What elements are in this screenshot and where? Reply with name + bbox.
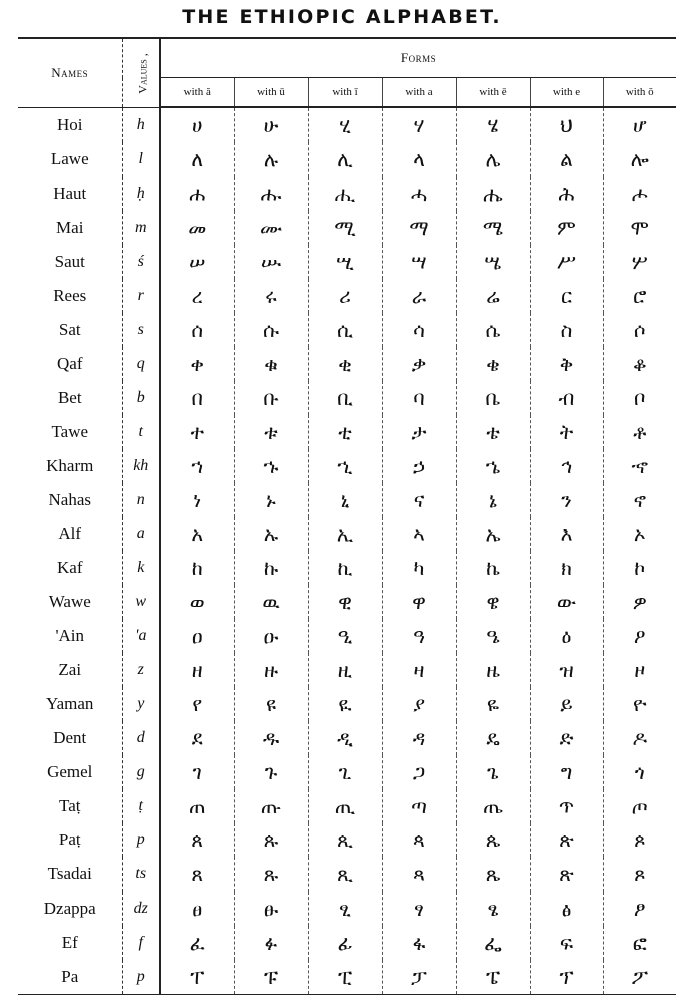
letter-form: ሆ	[632, 113, 647, 138]
letter-form: ሂ	[308, 107, 382, 142]
letter-value: d	[122, 721, 160, 755]
letter-value: ts	[122, 857, 160, 891]
letter-form: መ	[160, 211, 234, 245]
letter-form: ፔ	[456, 960, 530, 995]
letter-form: ሜ	[456, 211, 530, 245]
letter-form: ዎ	[632, 590, 647, 615]
letter-form: ዝ	[530, 653, 603, 687]
letter-value: l	[122, 142, 160, 176]
letter-form: ጵ	[530, 823, 603, 857]
letter-form: ኅ	[530, 449, 603, 483]
letter-form: ሑ	[234, 177, 308, 211]
letter-form: ዒ	[308, 619, 382, 653]
letter-value: kh	[122, 449, 160, 483]
letter-name: Saut	[18, 245, 122, 279]
letter-form: ቤ	[456, 381, 530, 415]
letter-form: ኪ	[308, 551, 382, 585]
letter-row	[18, 926, 676, 960]
letter-form: ጴ	[456, 823, 530, 857]
letter-form: ኩ	[234, 551, 308, 585]
letter-form: ሊ	[308, 142, 382, 176]
letter-row	[18, 653, 676, 687]
letter-form: ጡ	[234, 789, 308, 823]
letter-form: ፂ	[308, 892, 382, 926]
alphabet-rows	[18, 107, 676, 995]
letter-name: Wawe	[18, 585, 122, 619]
letter-form: ፒ	[308, 960, 382, 995]
letter-form: ጥ	[530, 789, 603, 823]
letter-form: ማ	[382, 211, 456, 245]
letter-name: Paṭ	[18, 823, 122, 857]
letter-form: ፈ	[160, 926, 234, 960]
letter-form: ኆ	[631, 453, 649, 478]
letter-form: ቢ	[308, 381, 382, 415]
letter-form: ጦ	[631, 794, 648, 819]
letter-form: ቅ	[530, 347, 603, 381]
letter-form: ዞ	[634, 658, 646, 683]
letter-form: ሀ	[160, 107, 234, 142]
letter-name: Tsadai	[18, 857, 122, 891]
letter-form: ዉ	[234, 585, 308, 619]
letter-row	[18, 177, 676, 211]
letter-form: ጉ	[234, 755, 308, 789]
letter-form: ጱ	[234, 823, 308, 857]
letter-form: ባ	[382, 381, 456, 415]
letter-form: ዶ	[632, 726, 648, 751]
letter-form: ኣ	[382, 517, 456, 551]
letter-value: a	[122, 517, 160, 551]
letter-form: ኔ	[456, 483, 530, 517]
letter-form: ሓ	[382, 177, 456, 211]
letter-form: ዋ	[382, 585, 456, 619]
letter-name: Bet	[18, 381, 122, 415]
form-column-header: with a	[382, 78, 456, 108]
letter-form: ነ	[160, 483, 234, 517]
letter-form: ቆ	[632, 351, 647, 376]
letter-form: ግ	[530, 755, 603, 789]
letter-form: ጻ	[382, 857, 456, 891]
letter-form: ተ	[160, 415, 234, 449]
letter-row	[18, 107, 676, 142]
letter-form: ዩ	[234, 687, 308, 721]
letter-name: Tawe	[18, 415, 122, 449]
letter-form: ቁ	[234, 347, 308, 381]
letter-form: ቂ	[308, 347, 382, 381]
letter-form: ዲ	[308, 721, 382, 755]
letter-form: ገ	[160, 755, 234, 789]
values-header-label: Values ,	[135, 53, 150, 94]
names-header: Names	[18, 38, 122, 107]
letter-form: በ	[160, 381, 234, 415]
letter-form: ጎ	[634, 760, 645, 785]
letter-form: ፑ	[234, 960, 308, 995]
letter-row	[18, 823, 676, 857]
letter-row	[18, 483, 676, 517]
letter-form: ቡ	[234, 381, 308, 415]
letter-form: ሙ	[234, 211, 308, 245]
letter-form: ኂ	[308, 449, 382, 483]
letter-name: Taṭ	[18, 789, 122, 823]
letter-name: Qaf	[18, 347, 122, 381]
letter-form: ዜ	[456, 653, 530, 687]
letter-form: ፍ	[530, 926, 603, 960]
letter-form: ቄ	[456, 347, 530, 381]
letter-form: ጢ	[308, 789, 382, 823]
form-column-header: with ŏ	[603, 78, 676, 108]
letter-form: ሣ	[382, 245, 456, 279]
letter-form: ሢ	[308, 245, 382, 279]
letter-form: ም	[530, 211, 603, 245]
letter-form: ከ	[160, 551, 234, 585]
letter-form: ው	[530, 585, 603, 619]
letter-form: ፊ	[308, 926, 382, 960]
letter-form: ቱ	[234, 415, 308, 449]
letter-form: ዓ	[382, 619, 456, 653]
letter-form: ኢ	[308, 517, 382, 551]
letter-form: ክ	[530, 551, 603, 585]
page-title: THE ETHIOPIC ALPHABET.	[182, 6, 502, 28]
letter-value: h	[122, 107, 160, 142]
letter-form: ሬ	[456, 279, 530, 313]
letter-form: ዊ	[308, 585, 382, 619]
letter-form: ፄ	[456, 892, 530, 926]
letter-value: w	[122, 585, 160, 619]
letter-form: ፓ	[382, 960, 456, 995]
letter-value: n	[122, 483, 160, 517]
letter-form: ፋ	[382, 926, 456, 960]
letter-row	[18, 245, 676, 279]
letter-form: ኃ	[382, 449, 456, 483]
letter-form: ሱ	[234, 313, 308, 347]
letter-form: ፁ	[234, 892, 308, 926]
letter-form: ኄ	[456, 449, 530, 483]
letter-row	[18, 585, 676, 619]
letter-form: ሳ	[382, 313, 456, 347]
letter-row	[18, 789, 676, 823]
letter-form: ሖ	[631, 181, 648, 206]
letter-value: dz	[122, 892, 160, 926]
letter-name: 'Ain	[18, 619, 122, 653]
letter-form: ዑ	[234, 619, 308, 653]
letter-form: ጸ	[160, 857, 234, 891]
letter-form: ዴ	[456, 721, 530, 755]
form-column-header: with ē	[456, 78, 530, 108]
letter-row	[18, 313, 676, 347]
letter-name: Haut	[18, 177, 122, 211]
letter-form: ጊ	[308, 755, 382, 789]
letter-value: m	[122, 211, 160, 245]
letter-form: ሤ	[456, 245, 530, 279]
letter-form: ጰ	[160, 823, 234, 857]
letter-form: ኤ	[456, 517, 530, 551]
letter-form: ጲ	[308, 823, 382, 857]
letter-form: ዬ	[456, 687, 530, 721]
letter-form: ኬ	[456, 551, 530, 585]
letter-name: Kharm	[18, 449, 122, 483]
letter-row	[18, 687, 676, 721]
letter-form: ስ	[530, 313, 603, 347]
letter-name: Zai	[18, 653, 122, 687]
letter-form: የ	[160, 687, 234, 721]
letter-value: ḥ	[122, 177, 160, 211]
letter-row	[18, 960, 676, 995]
letter-value: ṭ	[122, 789, 160, 823]
letter-form: ፐ	[160, 960, 234, 995]
letter-form: ኑ	[234, 483, 308, 517]
letter-form: ሕ	[530, 177, 603, 211]
letter-form: ወ	[160, 585, 234, 619]
letter-form: ዚ	[308, 653, 382, 687]
alphabet-table	[18, 37, 676, 995]
letter-form: ቴ	[456, 415, 530, 449]
letter-form: ፎ	[632, 930, 647, 955]
letter-row	[18, 142, 676, 176]
letter-form: ሲ	[308, 313, 382, 347]
letter-name: Lawe	[18, 142, 122, 176]
form-column-header: with e	[530, 78, 603, 108]
letter-form: ላ	[382, 142, 456, 176]
letter-value: p	[122, 960, 160, 995]
letter-row	[18, 755, 676, 789]
letter-form: ሁ	[234, 107, 308, 142]
letter-form: ጠ	[160, 789, 234, 823]
letter-form: ሔ	[456, 177, 530, 211]
letter-form: ሞ	[630, 215, 649, 240]
letter-form: ፅ	[530, 892, 603, 926]
letter-form: ዳ	[382, 721, 456, 755]
letter-name: Gemel	[18, 755, 122, 789]
letter-form: ዛ	[382, 653, 456, 687]
letter-form: ያ	[382, 687, 456, 721]
letter-value: k	[122, 551, 160, 585]
letter-form: ጽ	[530, 857, 603, 891]
letter-name: Hoi	[18, 107, 122, 142]
letter-name: Dzappa	[18, 892, 122, 926]
form-column-header: with ū	[234, 78, 308, 108]
letter-form: ዕ	[530, 619, 603, 653]
letter-form: ፃ	[382, 892, 456, 926]
letter-value: 'a	[122, 619, 160, 653]
letter-form: ሐ	[160, 177, 234, 211]
letter-row	[18, 449, 676, 483]
letter-value: z	[122, 653, 160, 687]
letter-value: s	[122, 313, 160, 347]
letter-name: Pa	[18, 960, 122, 995]
letter-form: ህ	[530, 107, 603, 142]
letter-value: r	[122, 279, 160, 313]
letter-row	[18, 857, 676, 891]
letter-value: ś	[122, 245, 160, 279]
letter-form: እ	[530, 517, 603, 551]
letter-form: ኒ	[308, 483, 382, 517]
letter-form: ቶ	[633, 419, 647, 444]
letter-form: ፉ	[234, 926, 308, 960]
letter-form: ዖ	[633, 624, 646, 649]
letter-form: ጶ	[634, 828, 646, 853]
letter-name: Ef	[18, 926, 122, 960]
letter-form: ሡ	[234, 245, 308, 279]
letter-row	[18, 721, 676, 755]
letter-form: ጋ	[382, 755, 456, 789]
letter-form: ሥ	[530, 245, 603, 279]
forms-header: Forms	[160, 38, 676, 78]
letter-name: Nahas	[18, 483, 122, 517]
letter-form: ጌ	[456, 755, 530, 789]
letter-form: ኁ	[234, 449, 308, 483]
letter-form: ኡ	[234, 517, 308, 551]
letter-form: ሉ	[234, 142, 308, 176]
letter-form: ሪ	[308, 279, 382, 313]
letter-row	[18, 551, 676, 585]
letter-form: ኖ	[633, 487, 646, 512]
letter-form: ኮ	[634, 556, 646, 581]
letter-form: ኀ	[160, 449, 234, 483]
letter-form: ዘ	[160, 653, 234, 687]
letter-form: ጼ	[456, 857, 530, 891]
letter-form: ሰ	[160, 313, 234, 347]
letter-form: ጹ	[234, 857, 308, 891]
letter-form: ቦ	[634, 385, 646, 410]
letter-form: ሃ	[382, 107, 456, 142]
letter-form: ካ	[382, 551, 456, 585]
header-row	[18, 38, 676, 78]
letter-row	[18, 892, 676, 926]
letter-form: ጣ	[382, 789, 456, 823]
letter-form: ን	[530, 483, 603, 517]
letter-form: ዙ	[234, 653, 308, 687]
letter-row	[18, 347, 676, 381]
letter-form: ሄ	[456, 107, 530, 142]
letter-form: ቃ	[382, 347, 456, 381]
letter-row	[18, 415, 676, 449]
letter-form: ሦ	[631, 249, 648, 274]
letter-name: Yaman	[18, 687, 122, 721]
letter-form: ሎ	[630, 147, 649, 172]
letter-form: ብ	[530, 381, 603, 415]
letter-name: Sat	[18, 313, 122, 347]
values-header	[122, 38, 160, 107]
letter-form: ኦ	[633, 522, 646, 546]
letter-form: ሒ	[308, 177, 382, 211]
letter-row	[18, 619, 676, 653]
form-column-header: with ī	[308, 78, 382, 108]
letter-form: ዱ	[234, 721, 308, 755]
letter-value: p	[122, 823, 160, 857]
letter-form: ለ	[160, 142, 234, 176]
letter-row	[18, 517, 676, 551]
letter-name: Dent	[18, 721, 122, 755]
letter-form: ዔ	[456, 619, 530, 653]
letter-form: ል	[530, 142, 603, 176]
letter-form: ዌ	[456, 585, 530, 619]
letter-form: ዪ	[308, 687, 382, 721]
letter-form: ሚ	[308, 211, 382, 245]
letter-value: t	[122, 415, 160, 449]
letter-form: ይ	[530, 687, 603, 721]
letter-form: ሮ	[633, 283, 647, 308]
letter-row	[18, 279, 676, 313]
letter-form: ቲ	[308, 415, 382, 449]
letter-row	[18, 211, 676, 245]
letter-form: ፀ	[160, 892, 234, 926]
letter-form: ሠ	[160, 245, 234, 279]
letter-form: ር	[530, 279, 603, 313]
letter-form: አ	[160, 517, 234, 551]
letter-form: ጾ	[634, 862, 646, 887]
letter-form: ራ	[382, 279, 456, 313]
letter-value: y	[122, 687, 160, 721]
letter-value: g	[122, 755, 160, 789]
form-column-header: with ă	[160, 78, 234, 108]
letter-name: Rees	[18, 279, 122, 313]
letter-form: ፕ	[530, 960, 603, 995]
letter-form: ጺ	[308, 857, 382, 891]
letter-value: b	[122, 381, 160, 415]
letter-value: q	[122, 347, 160, 381]
letter-form: ረ	[160, 279, 234, 313]
letter-form: ጤ	[456, 789, 530, 823]
letter-form: ሶ	[633, 317, 646, 342]
letter-form: ፖ	[603, 960, 676, 995]
letter-form: ሩ	[234, 279, 308, 313]
letter-form: ፌ	[456, 926, 530, 960]
letter-form: ድ	[530, 721, 603, 755]
letter-form: ጳ	[382, 823, 456, 857]
letter-form: ት	[530, 415, 603, 449]
letter-name: Alf	[18, 517, 122, 551]
letter-form: ሴ	[456, 313, 530, 347]
letter-name: Kaf	[18, 551, 122, 585]
letter-form: ፆ	[633, 896, 646, 921]
letter-form: ዐ	[160, 619, 234, 653]
letter-form: ታ	[382, 415, 456, 449]
letter-form: ሌ	[456, 142, 530, 176]
letter-value: f	[122, 926, 160, 960]
letter-row	[18, 381, 676, 415]
letter-form: ዮ	[632, 692, 647, 717]
letter-form: ደ	[160, 721, 234, 755]
letter-form: ና	[382, 483, 456, 517]
letter-name: Mai	[18, 211, 122, 245]
letter-form: ቀ	[160, 347, 234, 381]
